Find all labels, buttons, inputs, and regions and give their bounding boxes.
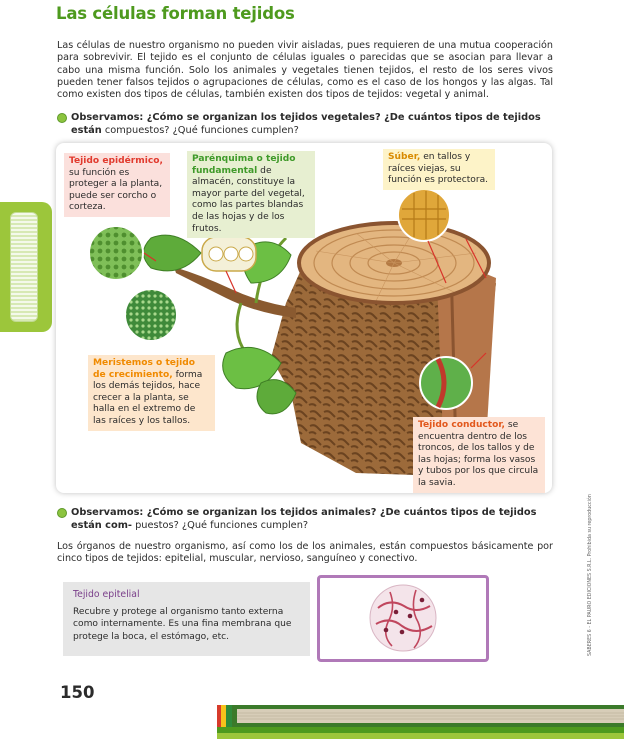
epitelial-text: Recubre y protege al organismo tanto externa como internamente. Es una fina membrana que protege la boca, el estómago, etc.	[73, 607, 292, 642]
epithelial-tissue-illustration	[320, 578, 486, 659]
page-title: Las células forman tejidos	[56, 4, 295, 23]
question-plant-tissues	[57, 112, 557, 137]
label-suber-text: en tallos y raíces viejas, su función es protectora.	[388, 152, 489, 186]
bullet-icon	[57, 113, 67, 123]
label-meristemos-text: forma los demás tejidos, hace crecer a la planta, se halla en el extremo de las raíces y los tallos.	[93, 369, 203, 426]
label-tejido-epidermico-text: su función es proteger a la planta, puede ser corcho o corteza.	[69, 167, 163, 213]
animal-tissues-paragraph: Los órganos de nuestro organismo, así como los de los animales, están compuestos básicamente por cinco tipos de tejidos: epitelial, muscular, nervioso, sanguíneo y conectivo.	[57, 541, 553, 565]
epitelial-image	[317, 575, 489, 662]
label-tejido-conductor-title: Tejido conductor,	[418, 420, 506, 430]
label-suber-title: Súber,	[388, 152, 421, 162]
label-tejido-epidermico-title: Tejido epidérmico,	[69, 156, 163, 166]
label-parenquima-text: de almacén, constituye la mayor parte del vegetal, como las partes blandas de las hojas y de los frutos.	[192, 165, 305, 234]
bottom-decorative-band	[217, 705, 624, 739]
question-animal-rest: puestos? ¿Qué funciones cumplen?	[135, 519, 309, 531]
plant-tissue-figure	[56, 143, 552, 493]
label-tejido-conductor-text: se encuentra dentro de los troncos, de los tallos y de las hojas; forma los vasos y tubos por los que circula la savia.	[418, 420, 539, 488]
label-meristemos-title: Meristemos o tejido de crecimiento,	[93, 358, 195, 380]
epitelial-title: Tejido epitelial	[73, 589, 140, 600]
side-tab-decoration	[0, 202, 52, 332]
intro-paragraph: Las células de nuestro organismo no pueden vivir aisladas, pues requieren de una mutua cooperación para sobrevivir. El tejido es el conjunto de células iguales o parecidas que se asocian para llevar a cabo una misma función. Solo los animales y vegetales tienen tejidos, el resto de los seres vivos pueden tener falsos tejidos o agrupaciones de células, como es el caso de los hongos y las algas. Tal como existen dos tipos de células, también existen dos tipos de tejidos: vegetal y animal.	[57, 40, 553, 101]
label-meristemos	[88, 355, 215, 431]
bullet-icon	[57, 508, 67, 518]
question-plant-rest: compuestos? ¿Qué funciones cumplen?	[104, 124, 299, 136]
page-number: 150	[60, 683, 95, 702]
label-parenquima-title: Parénquima o tejido fundamental	[192, 154, 296, 176]
question-animal-bold: Observamos: ¿Cómo se organizan los tejidos animales? ¿De cuántos tipos de tejidos están com-	[71, 507, 537, 531]
side-copyright-note: SABERES 6 - EL PAURO EDICIONES S.R.L. Prohibida su reproducción	[588, 494, 593, 656]
label-tejido-conductor	[413, 417, 545, 493]
question-plant-bold: Observamos: ¿Cómo se organizan los tejidos vegetales? ¿De cuántos tipos de tejidos están	[71, 112, 541, 136]
label-tejido-epidermico	[64, 153, 170, 217]
epitelial-box	[63, 582, 310, 656]
label-suber	[383, 149, 495, 190]
label-parenquima	[187, 151, 315, 238]
question-animal-tissues	[57, 507, 557, 532]
